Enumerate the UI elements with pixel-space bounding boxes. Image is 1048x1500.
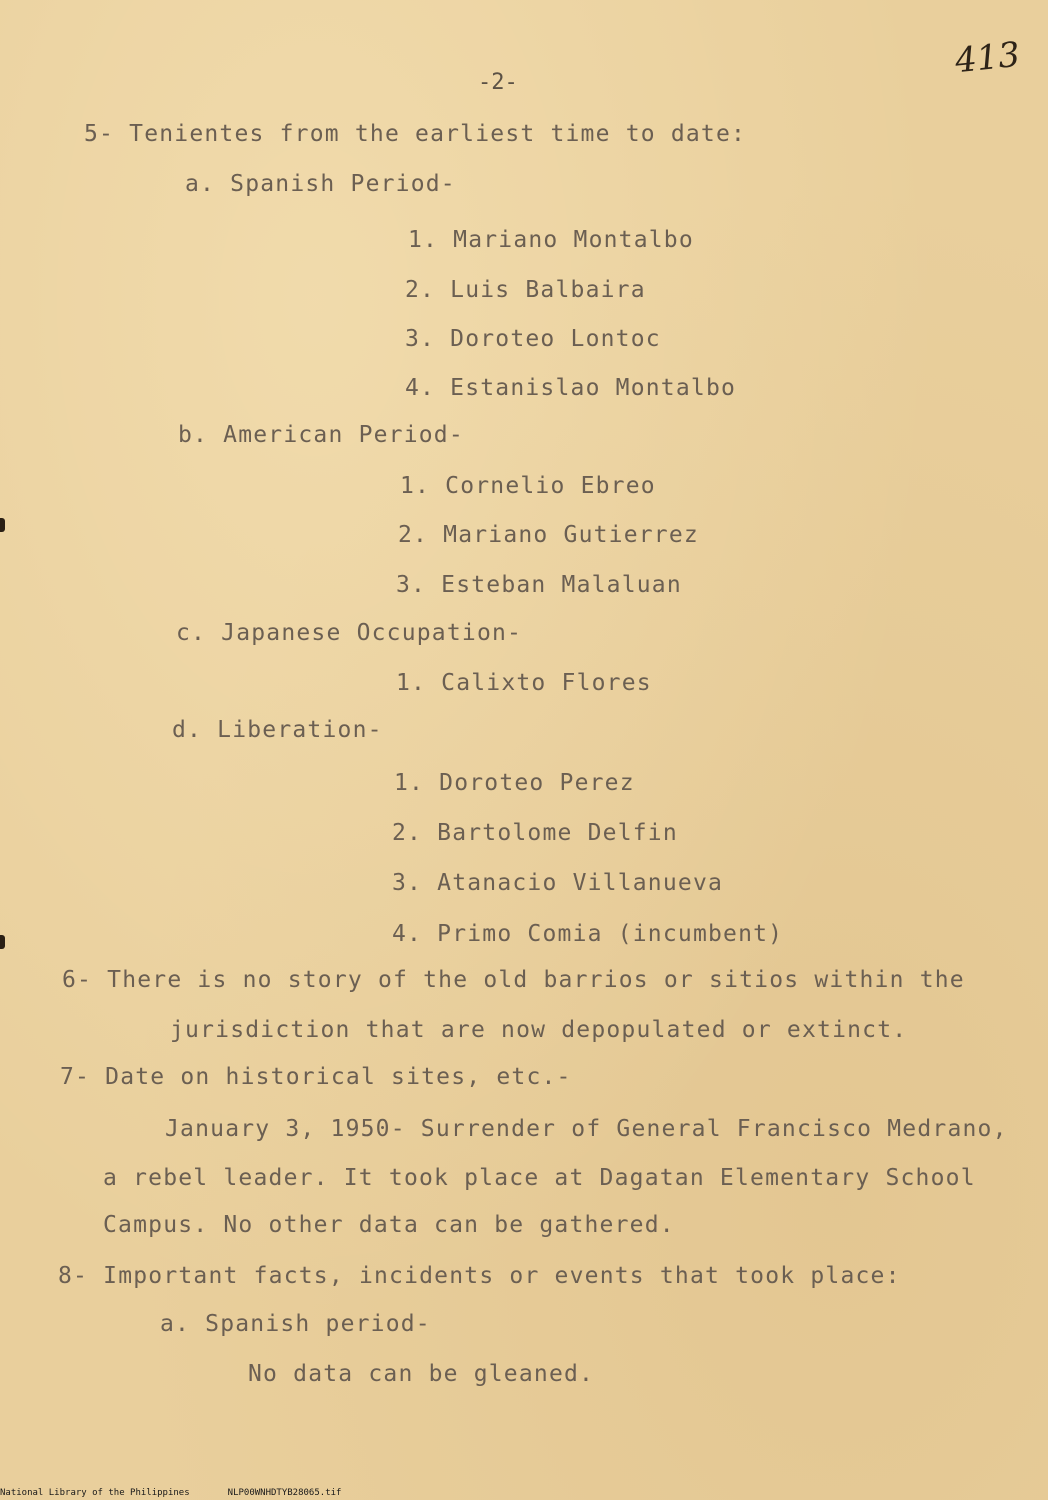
item8-heading: 8- Important facts, incidents or events that took place: <box>58 1263 901 1289</box>
item8-note: No data can be gleaned. <box>248 1361 595 1387</box>
american-teniente-1: 1. Cornelio Ebreo <box>400 473 656 499</box>
spanish-teniente-2: 2. Luis Balbaira <box>405 277 646 303</box>
item6-line2: jurisdiction that are now depopulated or extinct. <box>170 1017 908 1043</box>
liberation-teniente-2: 2. Bartolome Delfin <box>392 820 678 846</box>
spanish-teniente-4: 4. Estanislao Montalbo <box>405 375 737 401</box>
liberation-teniente-4: 4. Primo Comia (incumbent) <box>392 921 784 947</box>
american-period-label: b. American Period- <box>178 422 464 448</box>
spanish-teniente-3: 3. Doroteo Lontoc <box>405 326 661 352</box>
binding-hole-mark <box>0 935 5 949</box>
item6-line1: 6- There is no story of the old barrios or sitios within the <box>62 967 965 993</box>
japanese-occupation-label: c. Japanese Occupation- <box>176 620 523 646</box>
page-number: -2- <box>478 70 518 95</box>
japanese-teniente-1: 1. Calixto Flores <box>396 670 652 696</box>
item7-line1: January 3, 1950- Surrender of General Francisco Medrano, <box>165 1116 1008 1142</box>
american-teniente-3: 3. Esteban Malaluan <box>396 572 682 598</box>
scan-footer <box>0 1488 341 1498</box>
binding-hole-mark <box>0 518 5 532</box>
handwritten-page-mark: 413 <box>953 34 1022 82</box>
liberation-label: d. Liberation- <box>172 717 383 743</box>
item7-heading: 7- Date on historical sites, etc.- <box>60 1064 572 1090</box>
american-teniente-2: 2. Mariano Gutierrez <box>398 522 699 548</box>
spanish-teniente-1: 1. Mariano Montalbo <box>408 227 694 253</box>
item5-heading: 5- Tenientes from the earliest time to date: <box>84 121 747 147</box>
spanish-period-label: a. Spanish Period- <box>185 171 456 197</box>
footer-filename: NLP00WNHDTYB28065.tif <box>227 1488 342 1498</box>
item7-line2: a rebel leader. It took place at Dagatan Elementary School <box>103 1165 976 1191</box>
footer-library: National Library of the Philippines <box>0 1488 190 1498</box>
liberation-teniente-1: 1. Doroteo Perez <box>394 770 635 796</box>
item7-line3: Campus. No other data can be gathered. <box>103 1212 675 1238</box>
liberation-teniente-3: 3. Atanacio Villanueva <box>392 870 724 896</box>
item8-spanish-label: a. Spanish period- <box>160 1311 431 1337</box>
